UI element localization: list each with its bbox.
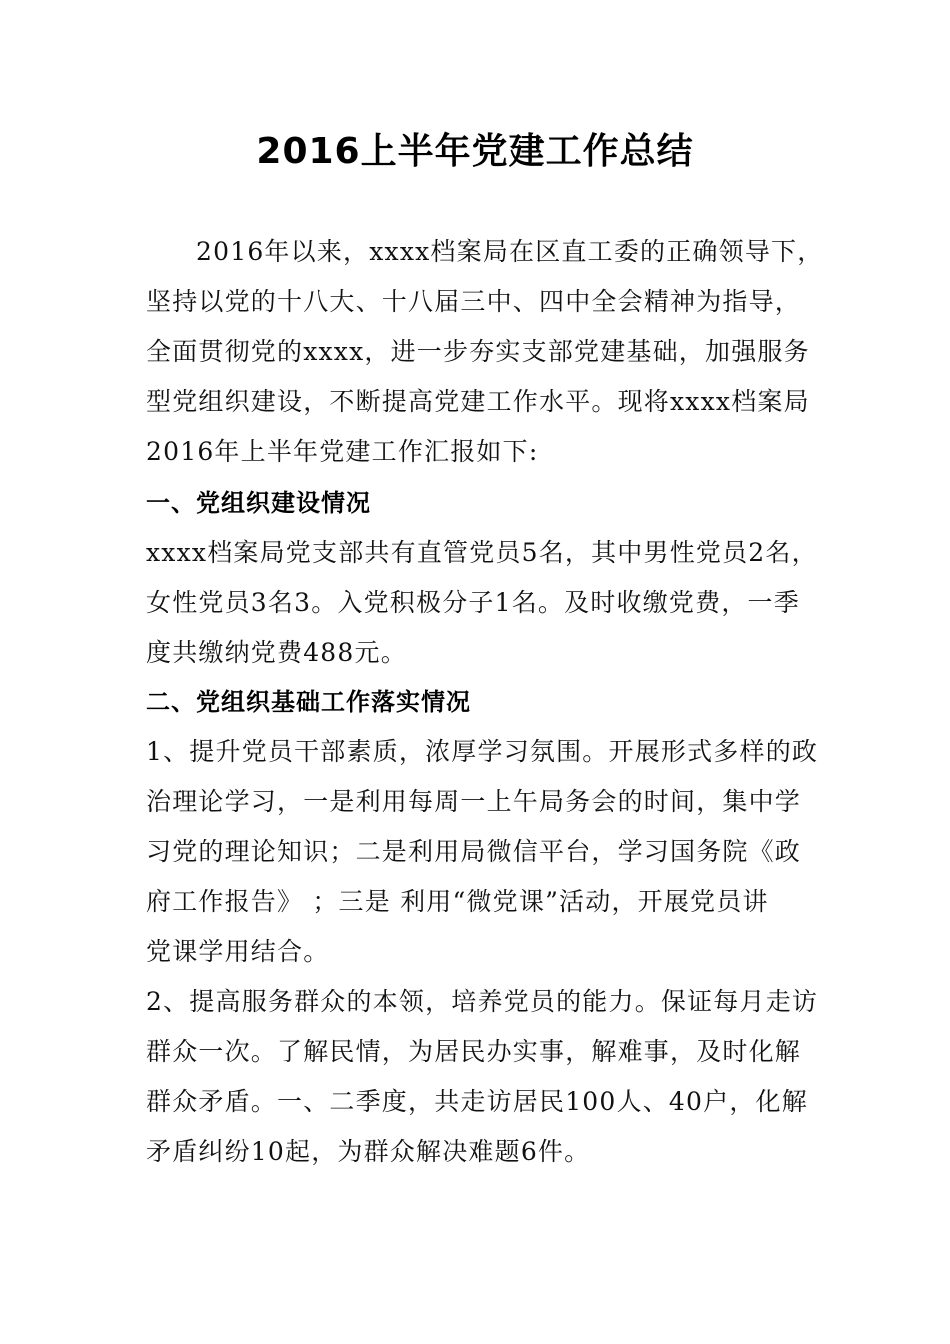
item2-line: 群众一次。了解民情，为居民办实事，解难事，及时化解 xyxy=(146,1037,802,1066)
intro-line: 全面贯彻党的xxxx，进一步夯实支部党建基础，加强服务 xyxy=(146,337,810,366)
intro-line: 2016年以来，xxxx档案局在区直工委的正确领导下， xyxy=(196,237,824,266)
item2-line: 群众矛盾。一、二季度，共走访居民100人、40户，化解 xyxy=(146,1087,808,1116)
item1-line: 1、提升党员干部素质，浓厚学习氛围。开展形式多样的政 xyxy=(146,737,819,766)
intro-line: 坚持以党的十八大、十八届三中、四中全会精神为指导， xyxy=(146,287,802,316)
item2-line: 矛盾纠纷10起，为群众解决难题6件。 xyxy=(146,1137,591,1166)
section1-line: 女性党员3名3。入党积极分子1名。及时收缴党费，一季 xyxy=(146,588,800,617)
item1-line: 府工作报告》 ；三是 利用“微党课”活动，开展党员讲 xyxy=(146,887,769,916)
intro-line: 型党组织建设，不断提高党建工作水平。现将xxxx档案局 xyxy=(146,387,810,416)
item1-line: 习党的理论知识；二是利用局微信平台，学习国务院《政 xyxy=(146,837,802,866)
document-title: 2016上半年党建工作总结 xyxy=(256,131,694,172)
section1-line: 度共缴纳党费488元。 xyxy=(146,638,407,667)
item2-line: 2、提高服务群众的本领，培养党员的能力。保证每月走访 xyxy=(146,987,819,1016)
item1-line: 治理论学习，一是利用每周一上午局务会的时间，集中学 xyxy=(146,787,802,816)
section-heading-party-organization: 一、党组织建设情况 xyxy=(146,489,371,517)
section-heading-basic-work: 二、党组织基础工作落实情况 xyxy=(146,688,471,716)
item1-line: 党课学用结合。 xyxy=(146,937,330,966)
section1-line: xxxx档案局党支部共有直管党员5名，其中男性党员2名， xyxy=(146,538,818,567)
intro-line: 2016年上半年党建工作汇报如下: xyxy=(146,437,539,466)
